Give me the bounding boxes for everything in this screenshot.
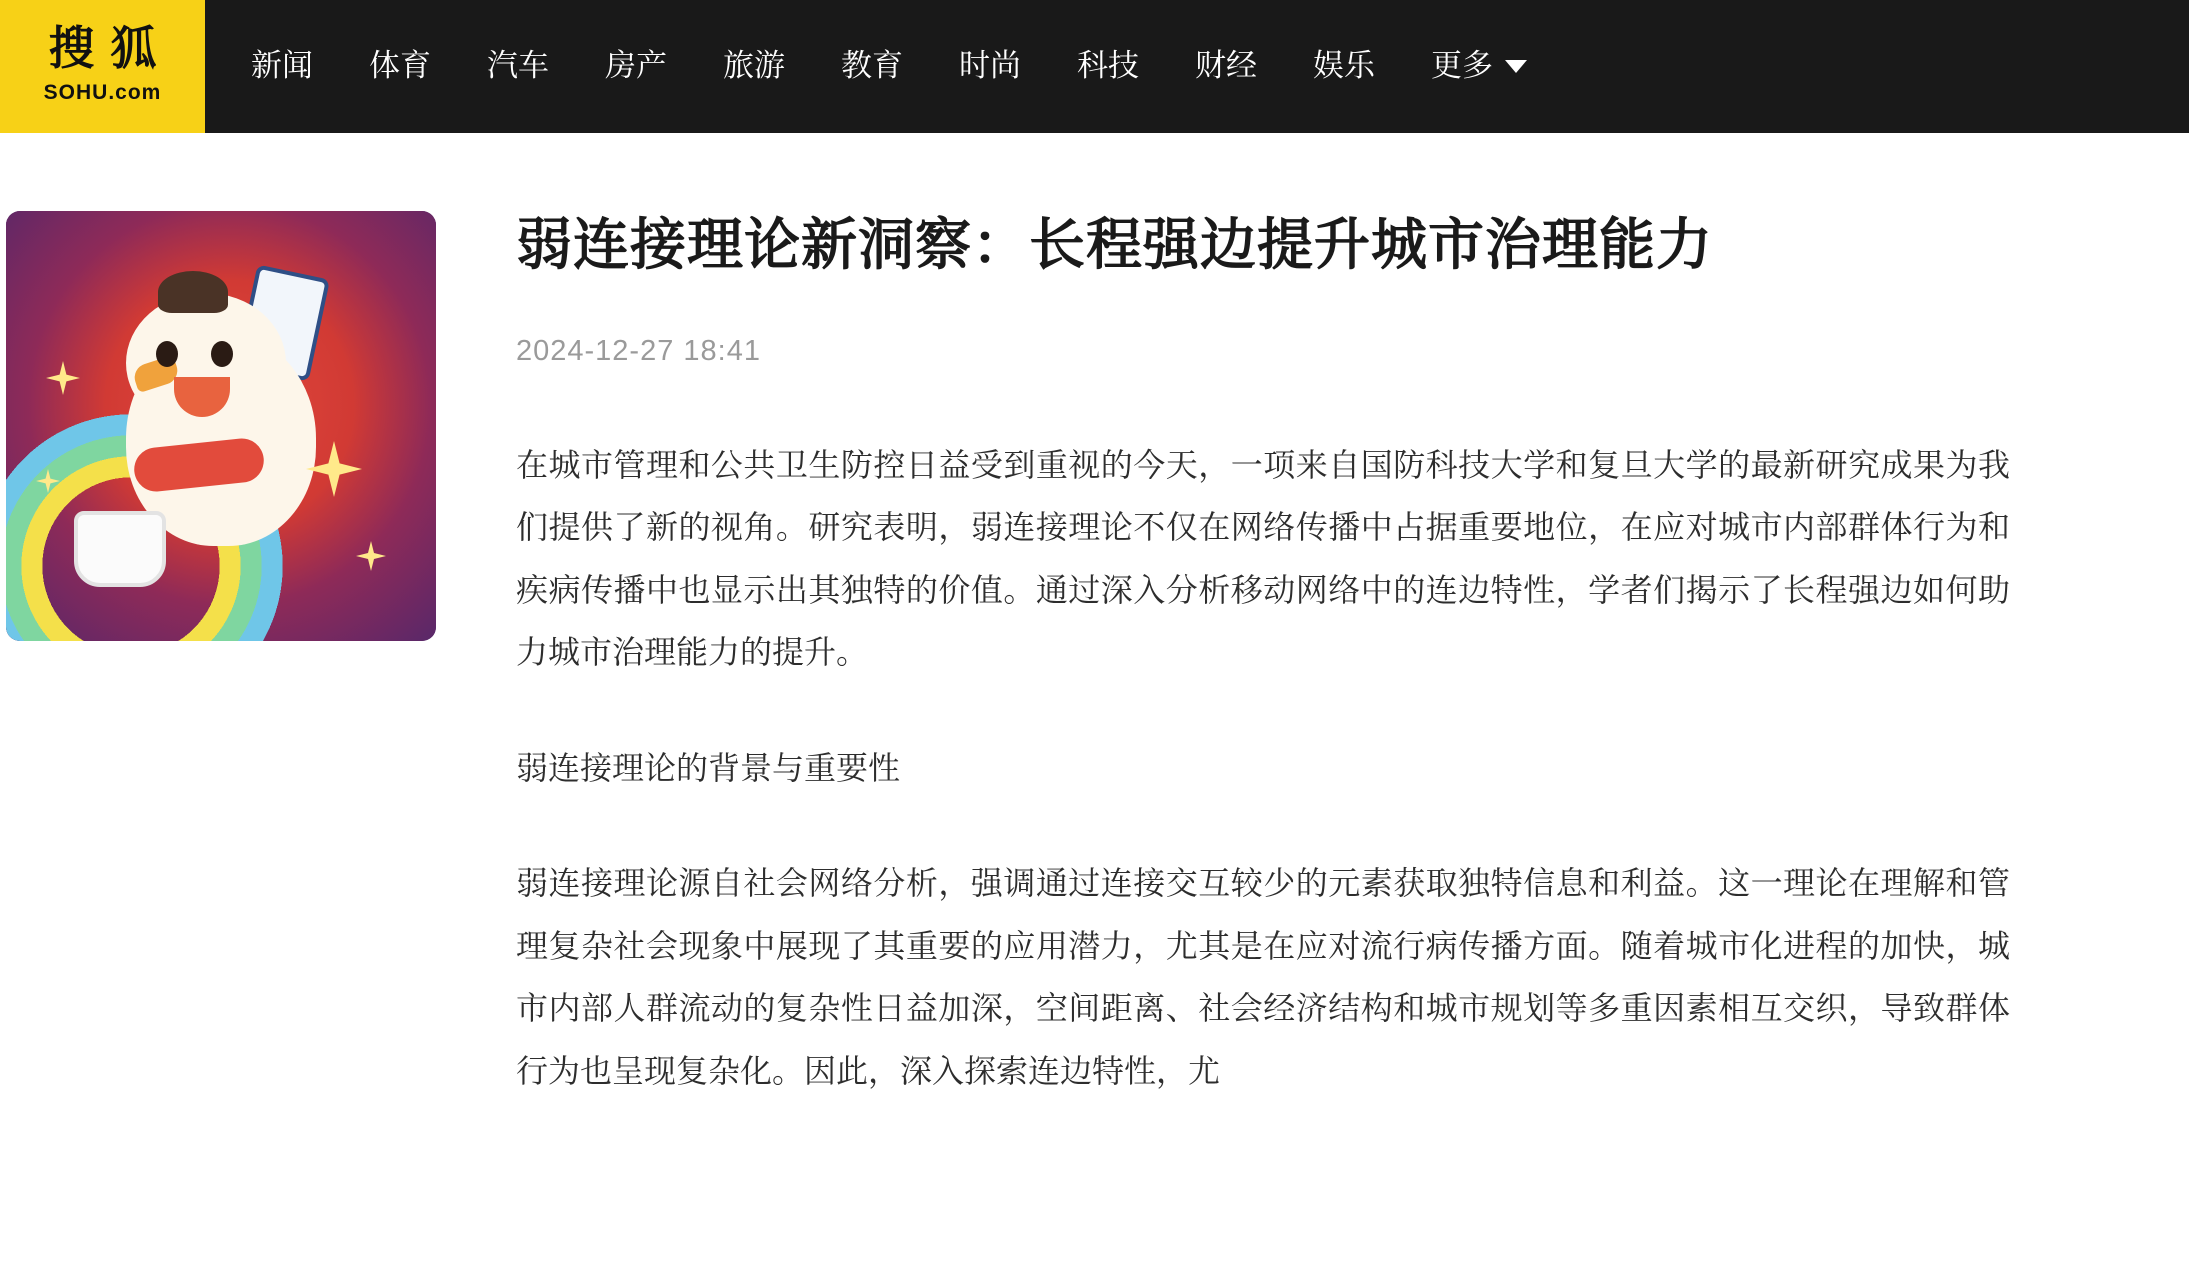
nav-item-education[interactable]: 教育 [841,48,903,84]
article-timestamp: 2024-12-27 18:41 [516,335,761,367]
sohu-logo[interactable] [0,0,205,133]
page-title: 弱连接理论新洞察：长程强边提升城市治理能力 [516,213,1713,278]
nav-item-sports[interactable]: 体育 [369,48,431,84]
chevron-down-icon [1505,60,1527,73]
nav-item-tech[interactable]: 科技 [1077,48,1139,84]
article-thumbnail-column [0,211,440,641]
cup-illustration [74,511,166,587]
nav-item-travel[interactable]: 旅游 [723,48,785,84]
article-paragraph: 在城市管理和公共卫生防控日益受到重视的今天，一项来自国防科技大学和复旦大学的最新研究成果为我们提供了新的视角。研究表明，弱连接理论不仅在网络传播中占据重要地位，在应对城市内部群体行为和疾病传播中也显示出其独特的价值。通过深入分析移动网络中的连边特性，学者们揭示了长程强边如何助力城市治理能力的提升。 [516,446,2010,672]
nav-item-finance[interactable]: 财经 [1195,48,1257,84]
article-thumbnail-image [6,211,436,641]
nav-item-more[interactable] [1403,0,1555,133]
nav-item-auto[interactable]: 汽车 [487,48,549,84]
nav-item-news[interactable]: 新闻 [251,48,313,84]
logo-char-text: 搜 狐 [48,20,157,75]
logo-domain-text: SOHU.com [43,80,162,104]
nav-item-entertainment[interactable]: 娱乐 [1313,48,1375,84]
nav-item-realestate[interactable]: 房产 [605,48,667,84]
article-content [440,211,2130,1156]
mascot-eye-right [211,341,233,367]
logo-characters [48,20,157,75]
article-subheading: 弱连接理论的背景与重要性 [516,748,901,787]
mascot-hat [158,271,228,313]
article-page [0,133,2189,1156]
site-header [0,0,2189,133]
nav-more-label: 更多 [1431,48,1493,84]
main-nav [205,0,1555,133]
article-paragraph: 弱连接理论源自社会网络分析，强调通过连接交互较少的元素获取独特信息和利益。这一理论在理解和管理复杂社会现象中展现了其重要的应用潜力，尤其是在应对流行病传播方面。随着城市化进程的加快，城市内部人群流动的复杂性日益加深，空间距离、社会经济结构和城市规划等多重因素相互交织，导致群体行为也呈现复杂化。因此，深入探索连边特性，尤 [516,864,2010,1090]
mascot-eye-left [156,341,178,367]
nav-item-fashion[interactable]: 时尚 [959,48,1021,84]
